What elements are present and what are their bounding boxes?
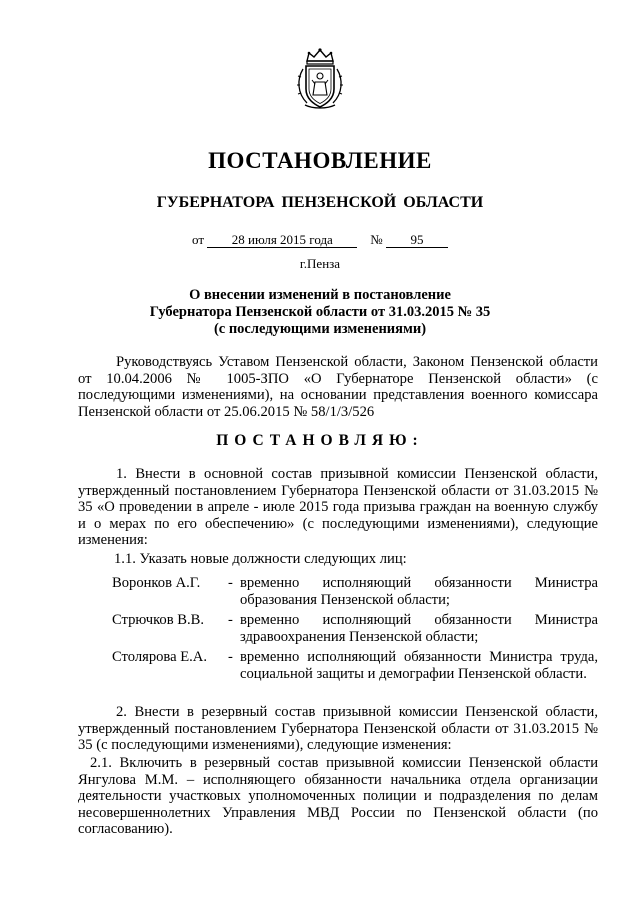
document-subject	[0, 287, 640, 338]
number-prefix: №	[370, 232, 383, 247]
person-position: временно исполняющий обязанности Министра образования Пензенской области;	[240, 575, 598, 608]
subject-line-1: О внесении изменений в постановление	[189, 287, 451, 303]
person-dash: -	[228, 575, 233, 591]
preamble-paragraph: Руководствуясь Уставом Пензенской области, Законом Пензенской области от 10.04.2006 № 1005-ЗПО «О Губернаторе Пензенской области» (с последующими изменениями), на основании представления военного комиссара Пензенской области от 25.06.2015 № 58/1/3/526	[78, 354, 598, 420]
coat-of-arms-icon	[295, 47, 345, 111]
item-1-1-paragraph: 1.1. Указать новые должности следующих лиц:	[114, 551, 407, 567]
subject-line-2: Губернатора Пензенской области от 31.03.2015 № 35	[149, 304, 491, 320]
date-prefix: от	[192, 232, 205, 247]
person-name: Столярова Е.А.	[112, 649, 207, 665]
document-type-title: ПОСТАНОВЛЕНИЕ	[208, 148, 432, 173]
person-name: Стрючков В.В.	[112, 612, 205, 628]
date-value: 28 июля 2015 года	[207, 232, 357, 248]
city-line: г.Пенза	[299, 256, 341, 271]
number-value: 95	[386, 232, 448, 248]
subject-line-3: (с последующими изменениями)	[213, 321, 427, 337]
person-name: Воронков А.Г.	[112, 575, 201, 591]
item-1-paragraph: 1. Внести в основной состав призывной комиссии Пензенской области, утвержденный постановлением Губернатора Пензенской области от 31.03.2015 № 35 «О проведении в апреле - июле 2015 года призыва граждан на военную службу и о мерах по его обеспечению» (с последующими изменениями), следующие изменения:	[78, 466, 598, 548]
person-position: временно исполняющий обязанности Министра труда, социальной защиты и демографии Пензенской области.	[240, 649, 598, 682]
person-dash: -	[228, 649, 233, 665]
date-number-line	[0, 232, 640, 248]
decree-heading: ПОСТАНОВЛЯЮ:	[216, 432, 424, 449]
issuer-title: ГУБЕРНАТОРА ПЕНЗЕНСКОЙ ОБЛАСТИ	[156, 194, 484, 211]
item-2-1-paragraph: 2.1. Включить в резервный состав призывной комиссии Пензенской области Янгулова М.М. – исполняющего обязанности начальника отдела организации деятельности участковых уполномоченных полиции и подразделения по делам несовершеннолетних Управления МВД России по Пензенской области (по согласованию).	[78, 755, 598, 837]
person-position: временно исполняющий обязанности Министра здравоохранения Пензенской области;	[240, 612, 598, 645]
item-2-paragraph: 2. Внести в резервный состав призывной комиссии Пензенской области, утвержденный постановлением Губернатора Пензенской области от 31.03.2015 № 35 (с последующими изменениями), следующие изменения:	[78, 704, 598, 753]
person-dash: -	[228, 612, 233, 628]
